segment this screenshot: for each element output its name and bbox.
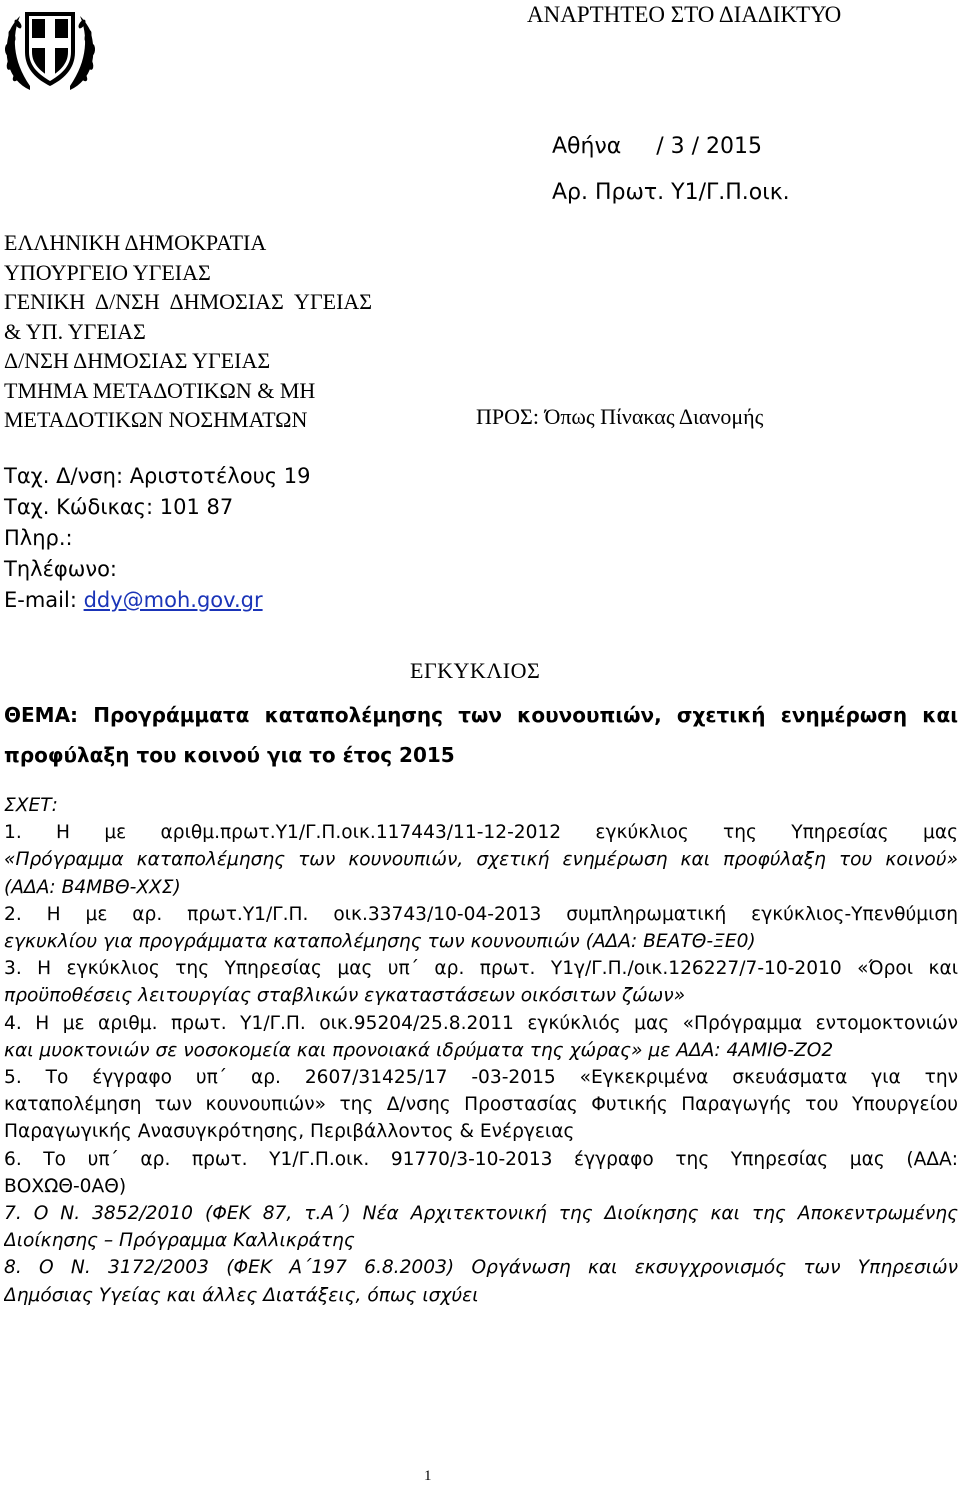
subject-line: ΘΕΜΑ: Προγράμματα καταπολέμησης των κουνουπιών, σχετική ενημέρωση και	[4, 703, 958, 727]
org-line: ΕΛΛΗΝΙΚΗ ΔΗΜΟΚΡΑΤΙΑ	[4, 230, 267, 255]
reference-line: Διοίκησης – Πρόγραμμα Καλλικράτης	[4, 1230, 355, 1252]
references-heading: ΣΧΕΤ:	[4, 795, 58, 816]
org-line: & ΥΠ. ΥΓΕΙΑΣ	[4, 318, 146, 344]
reference-line: 1. Η με αριθμ.πρωτ.Υ1/Γ.Π.οικ.117443/11-12-2012 εγκύκλιος της Υπηρεσίας μας	[4, 822, 958, 844]
recipient	[476, 404, 763, 430]
org-line: ΤΜΗΜΑ ΜΕΤΑΔΟΤΙΚΩΝ & ΜΗ	[4, 377, 316, 403]
contact-email-row	[4, 585, 310, 616]
contact-info: Πληρ.:	[4, 526, 73, 550]
issuing-organization	[4, 228, 372, 435]
org-line: ΓΕΝΙΚΗ Δ/ΝΣΗ ΔΗΜΟΣΙΑΣ ΥΓΕΙΑΣ	[4, 289, 373, 314]
reference-line: Παραγωγικής Ανασυγκρότησης, Περιβάλλοντος & Ενέργειας	[4, 1121, 575, 1143]
email-link[interactable]: ddy@moh.gov.gr	[83, 588, 263, 612]
reference-line: 5. Το έγγραφο υπ΄ αρ. 2607/31425/17 -03-2015 «Εγκεκριμένα σκευάσματα για την	[4, 1067, 958, 1089]
recipient-value: Όπως Πίνακας Διανομής	[538, 404, 764, 429]
contact-block	[4, 461, 310, 616]
references-section	[4, 792, 958, 1309]
reference-line: καταπολέμηση των κουνουπιών» της Δ/νσης Προστασίας Φυτικής Παραγωγής του Υπουργείου	[4, 1094, 958, 1116]
greek-coat-of-arms-icon	[0, 0, 100, 100]
reference-line: εγκυκλίου για προγράμματα καταπολέμησης των κουνουπιών (ΑΔΑ: ΒΕΑΤΘ-ΞΕ0)	[4, 931, 756, 953]
recipient-label: ΠΡΟΣ:	[476, 404, 539, 429]
reference-line: 4. Η με αριθμ. πρωτ. Υ1/Γ.Π. οικ.95204/25.8.2011 εγκύκλιός μας «Πρόγραμμα εντομοκτονιών	[4, 1012, 958, 1034]
subject-line: προφύλαξη του κοινού για το έτος 2015	[4, 743, 455, 767]
reference-line: 3. Η εγκύκλιος της Υπηρεσίας μας υπ΄ αρ. πρωτ. Υ1γ/Γ.Π./οικ.126227/7-10-2010 «Όροι και	[4, 958, 958, 980]
document-type-title: ΕΓΚΥΚΛΙΟΣ	[410, 658, 541, 683]
reference-line: 6. Το υπ΄ αρ. πρωτ. Υ1/Γ.Π.οικ. 91770/3-10-2013 έγγραφο της Υπηρεσίας μας (ΑΔΑ:	[4, 1148, 958, 1170]
document-date: Αθήνα / 3 / 2015	[552, 134, 762, 159]
org-line: Δ/ΝΣΗ ΔΗΜΟΣΙΑΣ ΥΓΕΙΑΣ	[4, 348, 271, 373]
page-number: 1	[424, 1468, 432, 1484]
org-line: ΥΠΟΥΡΓΕΙΟ ΥΓΕΙΑΣ	[4, 259, 211, 285]
contact-postcode: Ταχ. Κώδικας: 101 87	[4, 495, 234, 519]
reference-line: προϋποθέσεις λειτουργίας σταβλικών εγκαταστάσεων οικόσιτων ζώων»	[4, 985, 686, 1007]
reference-line: Δημόσιας Υγείας και άλλες Διατάξεις, όπως ισχύει	[4, 1284, 479, 1306]
protocol-number: Αρ. Πρωτ. Υ1/Γ.Π.οικ.	[552, 180, 790, 205]
reference-line: 8. Ο Ν. 3172/2003 (ΦΕΚ Α΄197 6.8.2003) Οργάνωση και εκσυγχρονισμός των Υπηρεσιών	[4, 1257, 958, 1279]
reference-line: «Πρόγραμμα καταπολέμησης των κουνουπιών, σχετική ενημέρωση και προφύλαξη του κοινού»	[4, 849, 958, 871]
contact-address: Ταχ. Δ/νση: Αριστοτέλους 19	[4, 464, 311, 488]
reference-line: (ΑΔΑ: Β4ΜΒΘ-ΧΧΣ)	[4, 876, 181, 898]
reference-line: 2. Η με αρ. πρωτ.Υ1/Γ.Π. οικ.33743/10-04-2013 συμπληρωματική εγκύκλιος-Υπενθύμιση	[4, 903, 958, 925]
posted-online-label: ΑΝΑΡΤΗΤΕΟ ΣΤΟ ΔΙΑΔΙΚΤΥΟ	[527, 2, 842, 27]
org-line: ΜΕΤΑΔΟΤΙΚΩΝ ΝΟΣΗΜΑΤΩΝ	[4, 407, 308, 432]
reference-line: 7. Ο Ν. 3852/2010 (ΦΕΚ 87, τ.Α΄) Νέα Αρχιτεκτονική της Διοίκησης και της Αποκεντρωμένης	[4, 1203, 958, 1225]
reference-line: και μυοκτονιών σε νοσοκομεία και προνοιακά ιδρύματα της χώρας» με ΑΔΑ: 4ΑΜΙΘ-ΖΟ2	[4, 1039, 834, 1061]
reference-line: ΒΟΧΩΘ-0ΑΘ)	[4, 1175, 127, 1197]
contact-phone: Τηλέφωνο:	[4, 557, 118, 581]
email-label: E-mail:	[4, 588, 84, 612]
document-subject	[4, 703, 958, 767]
